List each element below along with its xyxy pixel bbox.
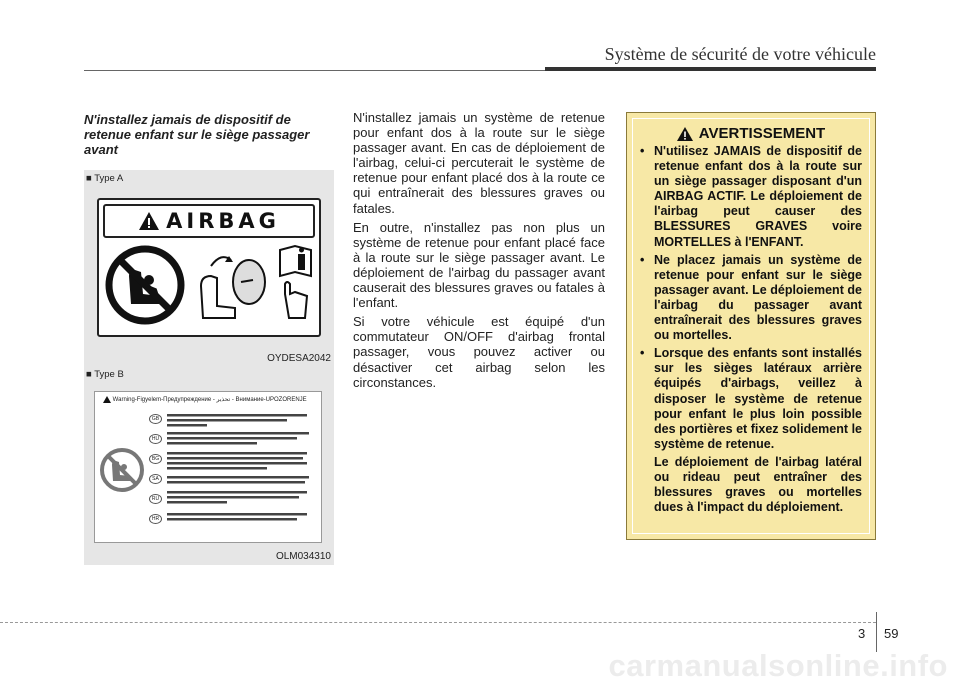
no-child-seat-icon	[98, 446, 146, 494]
warning-triangle-icon	[103, 396, 111, 403]
warning-extra-text: Le déploiement de l'airbag latéral ou rideau peut entraîner des blessures graves ou mortelles dues à l'impact du déploiement.	[654, 454, 862, 515]
warning-strip	[103, 396, 315, 403]
warning-inner	[632, 118, 870, 534]
warning-item	[639, 346, 862, 515]
header-accent-bar	[545, 67, 876, 71]
body-paragraph: En outre, n'installez pas non plus un système de retenue pour enfant placé face à la route sur le siège passager avant. Le déploiement de l'airbag du passager avant causerait des blessures graves ou fatales à l'enfant.	[353, 219, 605, 311]
multilingual-text-lines	[167, 412, 317, 537]
section-heading: N'installez jamais de dispositif de retenue enfant sur le siège passager avant	[84, 112, 310, 157]
warning-item-text: Lorsque des enfants sont installés sur les sièges latéraux arrière équipés d'airbags, veillez à disposer le système de retenue pour enfant le plus loin possible des portières et fixez solidement le système de retenue.	[654, 346, 862, 451]
bullet: •	[640, 144, 645, 158]
figure-code: OYDESA2042	[267, 353, 331, 364]
country-code-list	[149, 414, 161, 524]
warning-triangle-icon	[138, 211, 160, 231]
footer-divider	[876, 612, 877, 652]
page-number: 59	[884, 626, 899, 641]
airbag-label-text: AIRBAG	[166, 209, 280, 233]
warning-title	[639, 125, 862, 142]
warning-title-text: AVERTISSEMENT	[698, 125, 826, 142]
country-code: HU	[149, 434, 162, 444]
body-paragraph: N'installez jamais un système de retenue pour enfant dos à la route sur le siège passager avant. En cas de déploiement de l'airbag, celui-ci percuterait le système de retenue pour enfant placé dos à la route ce qui entraînerait des blessures graves ou fatales.	[353, 110, 605, 216]
country-code: SA	[149, 474, 162, 484]
figure-tag: ■ Type B	[86, 369, 124, 380]
country-code: RU	[149, 494, 162, 504]
header-title: Système de sécurité de votre véhicule	[604, 44, 876, 64]
airbag-banner	[103, 204, 315, 238]
warning-item-text: Ne placez jamais un système de retenue pour enfant sur le siège passager avant. Le déploiement de l'airbag du passager avant entraînerait des blessures graves ou mortelles.	[654, 252, 862, 343]
body-text	[353, 110, 605, 394]
airbag-warning-label	[97, 198, 321, 337]
warning-strip-text: Warning-Figyelem-Предупреждение - تحذير - Внимание-UPOZORENJE	[112, 397, 307, 404]
watermark: carmanualsonline.info	[608, 648, 948, 683]
chapter-number: 3	[858, 626, 866, 641]
footer-rule	[0, 622, 876, 624]
figure-code: OLM034310	[275, 551, 331, 562]
read-manual-icon	[277, 244, 315, 328]
country-code: BG	[149, 454, 162, 464]
airbag-deploy-icon	[191, 246, 275, 326]
figure-type-b	[84, 366, 334, 565]
no-rear-facing-seat-icon	[103, 242, 187, 328]
body-paragraph: Si votre véhicule est équipé d'un commutateur ON/OFF d'airbag frontal passager, vous pouvez activer ou désactiver cet airbag selon les circonstances.	[353, 314, 605, 390]
warning-list	[639, 144, 862, 515]
warning-triangle-icon	[676, 126, 694, 142]
bullet: •	[640, 346, 645, 361]
warning-item-text: N'utilisez JAMAIS de dispositif de retenue enfant dos à la route sur un siège passager disposant d'un AIRBAG ACTIF. Le déploiement de l'airbag peut causer des BLESSURES GRAVES voire MORTELLES à l'ENFANT.	[654, 144, 862, 249]
warning-item	[639, 144, 862, 250]
figure-tag: ■ Type A	[86, 173, 124, 184]
country-code: GB	[149, 414, 162, 424]
warning-box	[626, 112, 876, 540]
country-code: HR	[149, 514, 162, 524]
figure-type-a	[84, 170, 334, 367]
multilingual-warning-label	[94, 391, 322, 543]
bullet: •	[640, 252, 645, 267]
warning-item	[639, 253, 862, 344]
